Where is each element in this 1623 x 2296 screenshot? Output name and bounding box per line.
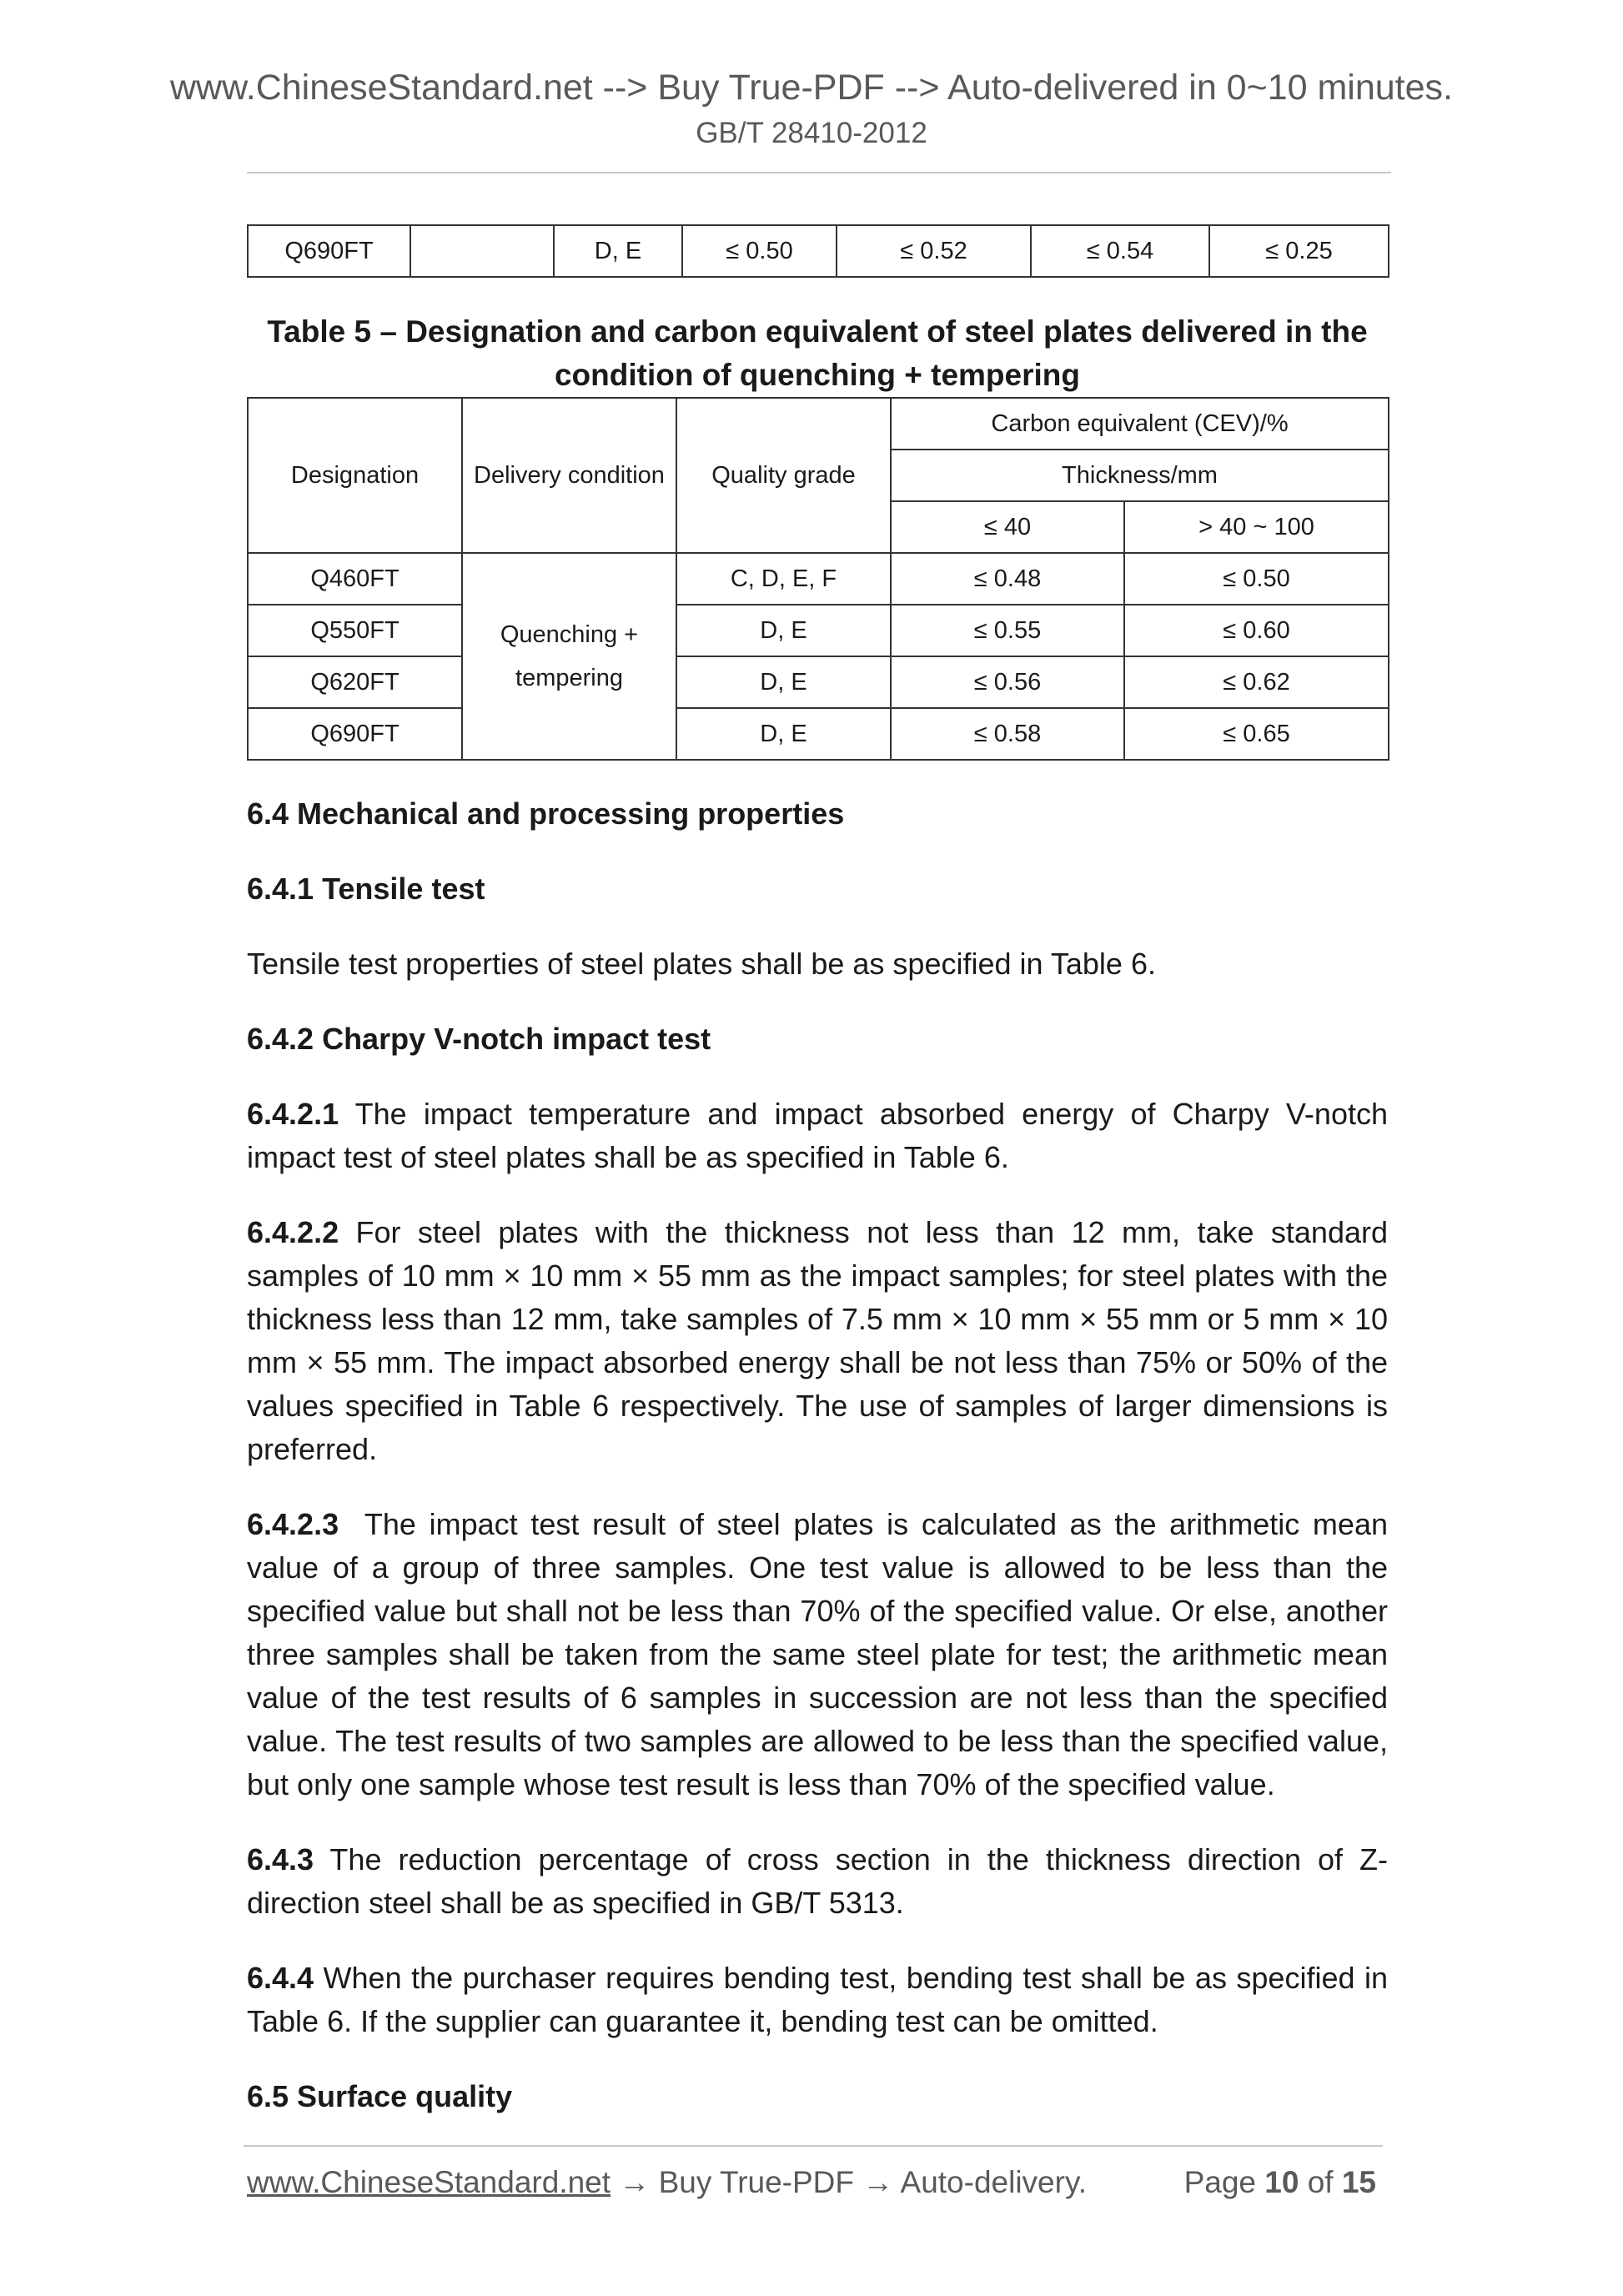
column-header-thickness: Thickness/mm xyxy=(891,450,1389,501)
cell-quality-grade: D, E xyxy=(676,605,891,656)
paragraph-6-4-2-1 xyxy=(247,1093,1388,1179)
clause-text: When the purchaser requires bending test, bending test shall be as specified in Table 6. If the supplier can guarantee it, bending test can be omitted. xyxy=(247,1961,1388,2038)
cell-cev-40-100: ≤ 0.50 xyxy=(1124,553,1389,605)
cell-cev-40-100: ≤ 0.65 xyxy=(1124,708,1389,760)
clause-text: The impact temperature and impact absorbed energy of Charpy V-notch impact test of steel plates shall be as specified in Table 6. xyxy=(247,1097,1388,1174)
footer-promo xyxy=(247,2162,1087,2203)
section-heading-6-4-1: 6.4.1 Tensile test xyxy=(247,872,485,906)
clause-number: 6.4.2.1 xyxy=(247,1097,339,1131)
table-row xyxy=(248,708,1389,760)
table-row xyxy=(248,225,1389,277)
footer-divider xyxy=(244,2145,1383,2147)
document-code: GB/T 28410-2012 xyxy=(696,117,927,149)
column-header-delivery-condition: Delivery condition xyxy=(462,398,676,553)
table5-title: Table 5 – Designation and carbon equivalent of steel plates delivered in the condition of quenching + tempering xyxy=(267,314,1368,392)
table-row xyxy=(248,605,1389,656)
cell-quality-grade: C, D, E, F xyxy=(676,553,891,605)
header-banner: www.ChineseStandard.net --> Buy True-PDF --> Auto-delivered in 0~10 minutes. xyxy=(169,68,1453,108)
body-text xyxy=(247,792,1397,2150)
delivery-condition-text: Quenching + tempering xyxy=(500,621,639,691)
cell-quality-grade: D, E xyxy=(676,656,891,708)
column-header-quality-grade: Quality grade xyxy=(676,398,891,553)
cell-designation: Q550FT xyxy=(248,605,462,656)
clause-number: 6.4.2.3 xyxy=(247,1507,339,1541)
footer-site-link[interactable]: www.ChineseStandard.net xyxy=(247,2165,611,2199)
table4-continuation-row xyxy=(247,224,1389,278)
cell-delivery-condition xyxy=(462,553,676,760)
cell-designation: Q460FT xyxy=(248,553,462,605)
section-heading-6-4: 6.4 Mechanical and processing properties xyxy=(247,796,845,831)
cell-cev-40-100: ≤ 0.62 xyxy=(1124,656,1389,708)
clause-number: 6.4.4 xyxy=(247,1961,314,1995)
clause-number: 6.4.3 xyxy=(247,1842,314,1876)
section-heading-6-4-2: 6.4.2 Charpy V-notch impact test xyxy=(247,1022,711,1056)
paragraph-6-4-2-3 xyxy=(247,1503,1397,1806)
clause-text: For steel plates with the thickness not less than 12 mm, take standard samples of 10 mm × 10 mm × 55 mm as the impact samples; for steel plates with the thickness less than 12 mm, take samples of 7.5 mm × 10 mm × 55 mm or 5 mm × 10 mm × 55 mm. The impact absorbed energy shall be not less than 75% or 50% of the values specified in Table 6 respectively. The use of samples of larger dimensions is preferred. xyxy=(247,1215,1388,1466)
table-cell xyxy=(410,225,554,277)
table-row xyxy=(248,553,1389,605)
table-cell: ≤ 0.52 xyxy=(837,225,1031,277)
clause-text: The reduction percentage of cross section in the thickness direction of Z-direction steel shall be as specified in GB/T 5313. xyxy=(247,1842,1388,1920)
header-divider xyxy=(247,172,1391,173)
paragraph-6-4-2-2 xyxy=(247,1211,1388,1471)
table-cell: ≤ 0.25 xyxy=(1209,225,1389,277)
table-cell: ≤ 0.50 xyxy=(682,225,837,277)
page-label: Page xyxy=(1183,2165,1265,2199)
page-number: 10 xyxy=(1264,2165,1299,2199)
column-header-carbon-equivalent: Carbon equivalent (CEV)/% xyxy=(891,398,1389,450)
table-row xyxy=(248,656,1389,708)
table-cell: D, E xyxy=(554,225,682,277)
cell-cev-40-100: ≤ 0.60 xyxy=(1124,605,1389,656)
cell-designation: Q690FT xyxy=(248,708,462,760)
cell-quality-grade: D, E xyxy=(676,708,891,760)
page-total: 15 xyxy=(1341,2165,1376,2199)
footer-promo-text: → Buy True-PDF → Auto-delivery. xyxy=(611,2165,1087,2199)
column-header-thickness-40-100: > 40 ~ 100 xyxy=(1124,501,1389,553)
cell-cev-le-40: ≤ 0.55 xyxy=(891,605,1124,656)
table-cell: ≤ 0.54 xyxy=(1031,225,1209,277)
clause-text: The impact test result of steel plates is calculated as the arithmetic mean value of a group of three samples. One test value is allowed to be less than the specified value but shall not be less than 70% of the specified value. Or else, another three samples shall be taken from the same steel plate for test; the arithmetic mean value of the test results of 6 samples in succession are not less than the specified value. The test results of two samples are allowed to be less than the specified value, but only one sample whose test result is less than 70% of the specified value. xyxy=(247,1507,1397,1801)
paragraph-6-4-3 xyxy=(247,1838,1388,1925)
table-header-row xyxy=(248,398,1389,450)
paragraph-6-4-1: Tensile test properties of steel plates shall be as specified in Table 6. xyxy=(247,947,1156,981)
column-header-designation: Designation xyxy=(248,398,462,553)
clause-number: 6.4.2.2 xyxy=(247,1215,339,1249)
paragraph-6-4-4 xyxy=(247,1957,1388,2043)
page-of-label: of xyxy=(1299,2165,1342,2199)
page-indicator xyxy=(1184,2162,1376,2203)
cell-cev-le-40: ≤ 0.58 xyxy=(891,708,1124,760)
column-header-thickness-le-40: ≤ 40 xyxy=(891,501,1124,553)
section-heading-6-5: 6.5 Surface quality xyxy=(247,2079,513,2113)
table-cell: Q690FT xyxy=(248,225,410,277)
cell-cev-le-40: ≤ 0.48 xyxy=(891,553,1124,605)
table5 xyxy=(247,397,1389,761)
cell-cev-le-40: ≤ 0.56 xyxy=(891,656,1124,708)
cell-designation: Q620FT xyxy=(248,656,462,708)
